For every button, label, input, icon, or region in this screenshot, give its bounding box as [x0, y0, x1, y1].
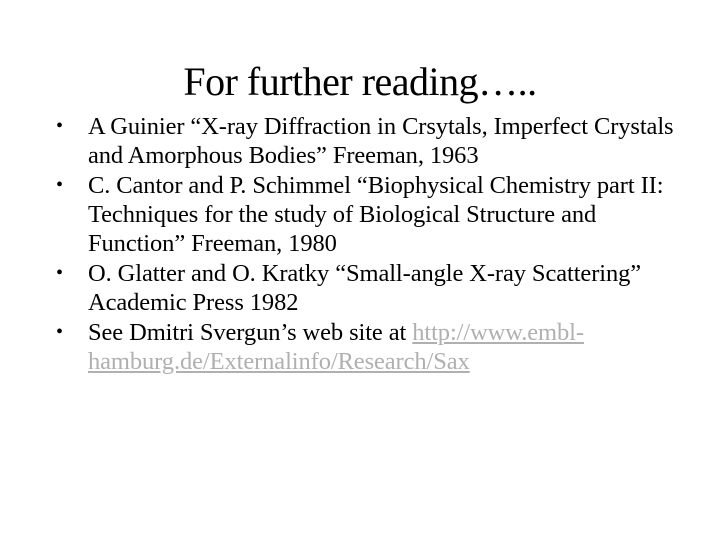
bullet-icon: • [56, 115, 63, 137]
reference-text: C. Cantor and P. Schimmel “Biophysical Chemistry part II: Techniques for the study of Biological Structure and Function” Freeman, 1980 [88, 172, 664, 257]
list-item-guinier [56, 112, 696, 170]
reference-text: A Guinier “X-ray Diffraction in Crsytals, Imperfect Crystals and Amorphous Bodies” Freeman, 1963 [88, 113, 674, 169]
reading-list [56, 112, 696, 377]
svergun-website-link[interactable]: http://www.embl-hamburg.de/Externalinfo/Research/Sax [88, 319, 584, 375]
bullet-icon: • [56, 174, 63, 196]
bullet-icon: • [56, 321, 63, 343]
slide-title: For further reading….. [183, 59, 537, 104]
list-item-glatter [56, 259, 696, 317]
reference-text: See Dmitri Svergun’s web site at [88, 319, 413, 346]
reference-text: O. Glatter and O. Kratky “Small-angle X-ray Scattering” Academic Press 1982 [88, 260, 642, 316]
bullet-icon: • [56, 262, 63, 284]
list-item-cantor [56, 171, 696, 258]
list-item-svergun [56, 318, 696, 376]
